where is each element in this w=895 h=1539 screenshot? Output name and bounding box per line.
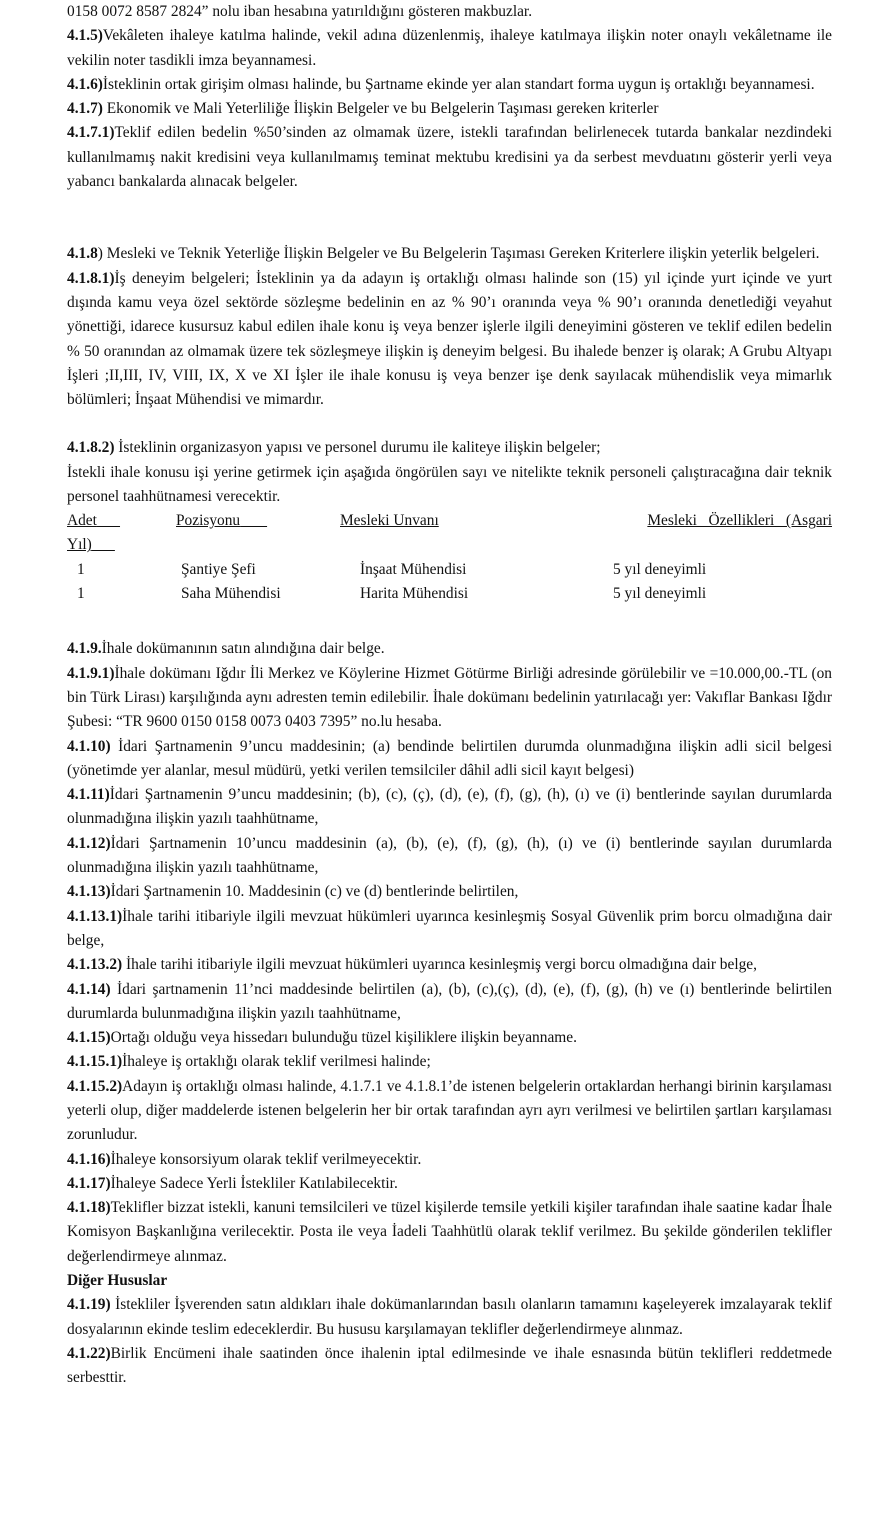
clause-4-1-9 [67, 637, 832, 661]
blank-space [67, 607, 832, 637]
clause-4-1-11 [67, 783, 832, 832]
clause-text: İhale dokümanının satın alındığına dair belge. [101, 640, 385, 658]
clause-number: 4.1.8.1) [67, 269, 115, 287]
clause-number: 4.1.15.2) [67, 1077, 123, 1095]
table-cell-unvan: Harita Mühendisi [360, 585, 469, 603]
clause-number: 4.1.12) [67, 834, 111, 852]
clause-4-1-15-2 [67, 1075, 832, 1148]
table-cell-adet: 1 [77, 585, 85, 603]
clause-number: 4.1.13) [67, 883, 111, 901]
clause-number: 4.1.5) [67, 27, 103, 45]
table-header-ozellik: Mesleki Özellikleri (Asgari [647, 512, 832, 530]
table-cell-ozellik: 5 yıl deneyimli [613, 585, 707, 603]
clause-text: İdari Şartnamenin 9’uncu maddesinin; (b), (c), (ç), (d), (e), (f), (g), (h), (ı) ve (i) bentlerinde sayılan durumlarda olunmadığına ilişkin yazılı taahhütname, [67, 786, 832, 828]
clause-number: 4.1.14) [67, 980, 111, 998]
clause-text: Ortağı olduğu veya hissedarı bulunduğu tüzel kişiliklere ilişkin beyanname. [110, 1029, 577, 1047]
clause-text: İdari Şartnamenin 10. Maddesinin (c) ve (d) bentlerinde belirtilen, [110, 883, 519, 901]
clause-4-1-16 [67, 1148, 832, 1172]
table-header-unvan: Mesleki Unvanı [340, 512, 439, 530]
clause-number: 4.1.7.1) [67, 124, 115, 142]
table-header-pozisyon: Pozisyonu [176, 512, 241, 530]
clause-text: İhaleye konsorsiyum olarak teklif verilmeyecektir. [110, 1150, 422, 1168]
table-cell-pozisyon: Şantiye Şefi [181, 561, 256, 579]
clause-4-1-14 [67, 978, 832, 1027]
table-header-adet: Adet [67, 512, 97, 530]
clause-text: ) Mesleki ve Teknik Yeterliğe İlişkin Belgeler ve Bu Belgelerin Taşıması Gereken Kriterlere ilişkin yeterlik belgeleri. [97, 245, 820, 263]
clause-4-1-9-1 [67, 662, 832, 735]
blank-space [67, 412, 832, 436]
clause-number: 4.1.11) [67, 786, 110, 804]
clause-number: 4.1.15.1) [67, 1053, 123, 1071]
clause-text: Adayın iş ortaklığı olması halinde, 4.1.7.1 ve 4.1.8.1’de istenen belgelerin ortaklardan herhangi birinin karşılaması yeterli olup, diğer maddelerde istenen belgelerin her bir ortak tarafından ayrı ayrı verilmesi ve belirtilen şartları karşılaması zorunludur. [67, 1077, 832, 1144]
clause-number: 4.1.9.1) [67, 664, 115, 682]
clause-4-1-13-1 [67, 905, 832, 954]
clause-number: 4.1.13.1) [67, 907, 123, 925]
clause-4-1-19 [67, 1293, 832, 1342]
clause-4-1-7-1 [67, 121, 832, 194]
clause-text: İdari Şartnamenin 9’uncu maddesinin; (a) bendinde belirtilen durumda olunmadığına ilişkin adli sicil belgesi (yönetimde yer alanlar, mesul müdürü, yetki verilen temsilciler dâhil adli sicil kayıt belgesi) [67, 737, 832, 779]
section-heading-diger-hususlar: Diğer Hususlar [67, 1272, 168, 1290]
clause-4-1-7 [67, 97, 832, 121]
clause-text: İdari şartnamenin 11’nci maddesinde belirtilen (a), (b), (c),(ç), (d), (e), (f), (g), (h) ve (ı) bentlerinde belirtilen durumlarda bulunmadığına ilişkin yazılı taahhütname, [67, 980, 832, 1022]
table-cell-ozellik: 5 yıl deneyimli [613, 561, 707, 579]
personnel-commitment-text: İstekli ihale konusu işi yerine getirmek için aşağıda öngörülen sayı ve nitelikte teknik personeli çalıştıracağına dair teknik personel taahhütnamesi verecektir. [67, 463, 832, 506]
clause-text: İstekliler İşverenden satın aldıkları ihale dokümanlarından basılı olanların tamamını kaşeleyerek imzalayarak teklif dosyalarının ekinde teslim edeceklerdir. Bu hususu karşılamayan teklifler değerlendirmeye alınmaz. [67, 1296, 832, 1338]
clause-text: İhaleye Sadece Yerli İstekliler Katılabilecektir. [110, 1174, 398, 1192]
items-group-d [67, 637, 832, 1269]
clause-4-1-13-2 [67, 953, 832, 977]
clause-number: 4.1.9. [67, 640, 102, 658]
clause-4-1-8-1 [67, 267, 832, 413]
clause-number: 4.1.19) [67, 1296, 111, 1314]
clause-4-1-15 [67, 1026, 832, 1050]
clause-4-1-13 [67, 880, 832, 904]
clause-4-1-8 [67, 242, 832, 266]
clause-number: 4.1.22) [67, 1344, 111, 1362]
personnel-table [67, 509, 832, 607]
document-page [67, 0, 832, 1391]
table-cell-unvan: İnşaat Mühendisi [360, 561, 467, 579]
clause-text: İdari Şartnamenin 10’uncu maddesinin (a), (b), (e), (f), (g), (h), (ı) ve (i) bentlerinde sayılan durumlarda olunmadığına ilişkin yazılı taahhütname, [67, 834, 832, 877]
clause-text: İş deneyim belgeleri; İsteklinin ya da adayın iş ortaklığı olması halinde son (15) yıl içinde yurt içinde ve yurt dışında kamu veya özel sektörde sözleşme bedelinin en az % 90’ı oranında veya % 90’ı oranında denetlediği veyahut yönettiği, idarece kusursuz kabul edilen ihale konu iş veya benzer işlerle ilgili deneyimini gösteren ve teklif edilen bedelin % 50 oranından az olmamak üzere tek sözleşmeye ilişkin iş deneyim belgesi. Bu ihalede benzer iş olarak; A Grubu Altyapı İşleri ;II,III, IV, VIII, IX, X ve XI İşler ile ihale konusu iş veya benzer işe denk sayılacak mühendislik veya mimarlık bölümleri; İnşaat Mühendisi ve mimardır. [67, 269, 832, 409]
items-group-a [67, 24, 832, 194]
clause-text: İsteklinin organizasyon yapısı ve personel durumu ile kaliteye ilişkin belgeler; [114, 439, 601, 457]
clause-text: Ekonomik ve Mali Yeterliliğe İlişkin Belgeler ve bu Belgelerin Taşıması gereken kriterler [102, 100, 659, 118]
clause-text: Birlik Encümeni ihale saatinden önce ihalenin iptal edilmesinde ve ihale esnasında bütün teklifleri reddetmede serbesttir. [67, 1344, 832, 1387]
table-cell-pozisyon: Saha Mühendisi [181, 585, 281, 603]
clause-number: 4.1.8 [67, 245, 98, 263]
clause-text: İhale tarihi itibariyle ilgili mevzuat hükümleri uyarınca kesinleşmiş vergi borcu olmadığına dair belge, [122, 956, 757, 974]
clause-text: İsteklinin ortak girişim olması halinde, bu Şartname ekinde yer alan standart forma uygun iş ortaklığı beyannamesi. [102, 75, 815, 93]
clause-4-1-6 [67, 73, 832, 97]
clause-4-1-8-2 [67, 436, 832, 460]
table-cell-adet: 1 [77, 561, 85, 579]
clause-text: Vekâleten ihaleye katılma halinde, vekil adına düzenlenmiş, ihaleye katılmaya ilişkin noter onaylı vekâletname ile vekilin noter tasdikli imza beyannamesi. [67, 27, 832, 69]
clause-text: İhaleye iş ortaklığı olarak teklif verilmesi halinde; [122, 1053, 431, 1071]
clause-4-1-5 [67, 24, 832, 73]
items-group-e [67, 1293, 832, 1390]
clause-number: 4.1.17) [67, 1174, 111, 1192]
clause-number: 4.1.15) [67, 1029, 111, 1047]
clause-4-1-22 [67, 1342, 832, 1391]
clause-number: 4.1.18) [67, 1199, 111, 1217]
clause-number: 4.1.7) [67, 100, 103, 118]
clause-number: 4.1.6) [67, 75, 103, 93]
table-header-ozellik-cont: Yıl) [67, 536, 92, 554]
clause-number: 4.1.8.2) [67, 439, 115, 457]
clause-4-1-18 [67, 1196, 832, 1269]
blank-space [67, 194, 832, 242]
clause-text: İhale dokümanı Iğdır İli Merkez ve Köylerine Hizmet Götürme Birliği adresinde görülebilir ve =10.000,00.-TL (on bin Türk Lirası) karşılığında aynı adresten temin edilebilir. İhale dokümanı bedelinin yatırılacağı yer: Vakıflar Bankası Iğdır Şubesi: “TR 9600 0150 0158 0073 0403 7395” no.lu hesaba. [67, 664, 832, 731]
clause-number: 4.1.16) [67, 1150, 111, 1168]
clause-number: 4.1.13.2) [67, 956, 123, 974]
clause-4-1-10 [67, 735, 832, 784]
clause-number: 4.1.10) [67, 737, 111, 755]
items-group-b [67, 242, 832, 412]
clause-4-1-17 [67, 1172, 832, 1196]
clause-text: Teklifler bizzat istekli, kanuni temsilcileri ve tüzel kişilerde temsile yetkili kişiler tarafından ihale saatine kadar İhale Komisyon Başkanlığına verilecektir. Posta ile veya İadeli Taahhütlü olarak teklif verilmez. Bu şekilde gönderilen teklifler değerlendirmeye alınmaz. [67, 1199, 832, 1265]
clause-text: İhale tarihi itibariyle ilgili mevzuat hükümleri uyarınca kesinleşmiş Sosyal Güvenlik prim borcu olmadığına dair belge, [67, 907, 832, 949]
clause-4-1-12 [67, 832, 832, 881]
iban-receipt-line: 0158 0072 8587 2824” nolu iban hesabına yatırıldığını gösteren makbuzlar. [67, 3, 533, 20]
clause-text: Teklif edilen bedelin %50’sinden az olmamak üzere, istekli tarafından belirlenecek tutarda bankalar nezdindeki kullanılmamış nakit kredisini veya kullanılmamış teminat mektubu kredisini ya da serbest mevduatını gösterir yerli veya yabancı bankalarda alınacak belgeler. [67, 124, 832, 191]
clause-4-1-15-1 [67, 1050, 832, 1074]
